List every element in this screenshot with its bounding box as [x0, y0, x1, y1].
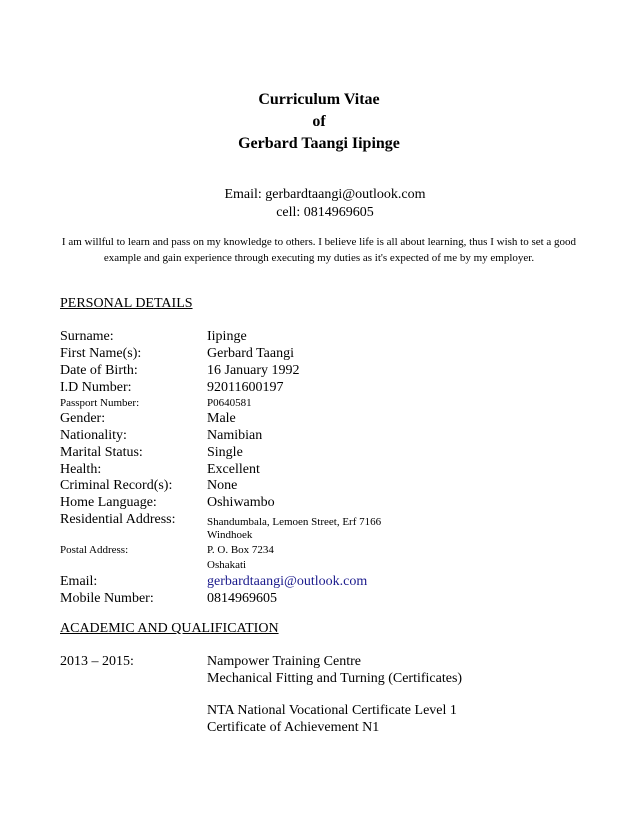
detail-value: Iipinge — [207, 329, 247, 344]
detail-row — [60, 494, 620, 511]
detail-row — [60, 410, 620, 427]
detail-label: First Name(s): — [60, 346, 142, 361]
detail-label: Passport Number: — [60, 397, 140, 409]
qualification-row — [60, 653, 620, 670]
detail-value: Windhoek — [207, 529, 253, 541]
detail-value: None — [207, 478, 238, 493]
detail-label: Marital Status: — [60, 445, 143, 460]
contact-cell: cell: 0814969605 — [276, 205, 374, 220]
detail-row — [60, 573, 620, 590]
detail-value: 0814969605 — [207, 591, 277, 606]
detail-row — [60, 379, 620, 396]
qualification-row — [60, 670, 620, 687]
detail-row — [60, 477, 620, 494]
qualification-period: 2013 – 2015: — [60, 654, 134, 669]
detail-value: Single — [207, 445, 243, 460]
email-link[interactable]: gerbardtaangi@outlook.com — [207, 574, 368, 589]
detail-value: Male — [207, 411, 236, 426]
detail-row — [60, 444, 620, 461]
detail-label: I.D Number: — [60, 380, 132, 395]
detail-row — [60, 328, 620, 345]
detail-row — [60, 345, 620, 362]
detail-value: 92011600197 — [207, 380, 284, 395]
personal-details-heading: PERSONAL DETAILS — [60, 296, 193, 311]
detail-value: P. O. Box 7234 — [207, 544, 274, 556]
cv-name: Gerbard Taangi Iipinge — [238, 135, 400, 152]
detail-value: Gerbard Taangi — [207, 346, 295, 361]
detail-row — [60, 461, 620, 478]
detail-row — [60, 590, 620, 607]
detail-label: Home Language: — [60, 495, 157, 510]
detail-label: Health: — [60, 462, 102, 477]
detail-label: Surname: — [60, 329, 114, 344]
intro-paragraph: I am willful to learn and pass on my knowledge to others. I believe life is all about learning, thus I wish to set a good example and gain experience through executing my duties as it's expected of me by my employer. — [61, 236, 577, 264]
qualification-row — [60, 702, 620, 719]
detail-value: Excellent — [207, 462, 260, 477]
detail-label: Postal Address: — [60, 544, 129, 556]
detail-label: Email: — [60, 574, 98, 589]
detail-row — [60, 362, 620, 379]
detail-value: Shandumbala, Lemoen Street, Erf 7166 — [207, 516, 382, 528]
qualification-value: Certificate of Achievement N1 — [207, 720, 380, 735]
cv-title-of: of — [312, 113, 326, 130]
qualification-value: Mechanical Fitting and Turning (Certificates) — [207, 671, 463, 686]
detail-label: Gender: — [60, 411, 106, 426]
detail-label: Residential Address: — [60, 512, 176, 527]
detail-value: P0640581 — [207, 397, 252, 409]
detail-value: Namibian — [207, 428, 263, 443]
detail-label: Nationality: — [60, 428, 127, 443]
detail-row — [60, 511, 620, 528]
detail-value: 16 January 1992 — [207, 363, 300, 378]
detail-row — [60, 427, 620, 444]
detail-value: Oshakati — [207, 559, 247, 571]
detail-row — [60, 557, 620, 574]
qualification-row — [60, 719, 620, 736]
qualification-value: NTA National Vocational Certificate Level 1 — [207, 703, 457, 718]
academic-heading: ACADEMIC AND QUALIFICATION — [60, 621, 279, 636]
cv-title: Curriculum Vitae — [258, 91, 380, 108]
detail-label: Criminal Record(s): — [60, 478, 173, 493]
contact-email: Email: gerbardtaangi@outlook.com — [224, 187, 426, 202]
detail-value: Oshiwambo — [207, 495, 275, 510]
detail-label: Mobile Number: — [60, 591, 154, 606]
detail-label: Date of Birth: — [60, 363, 138, 378]
qualification-value: Nampower Training Centre — [207, 654, 361, 669]
